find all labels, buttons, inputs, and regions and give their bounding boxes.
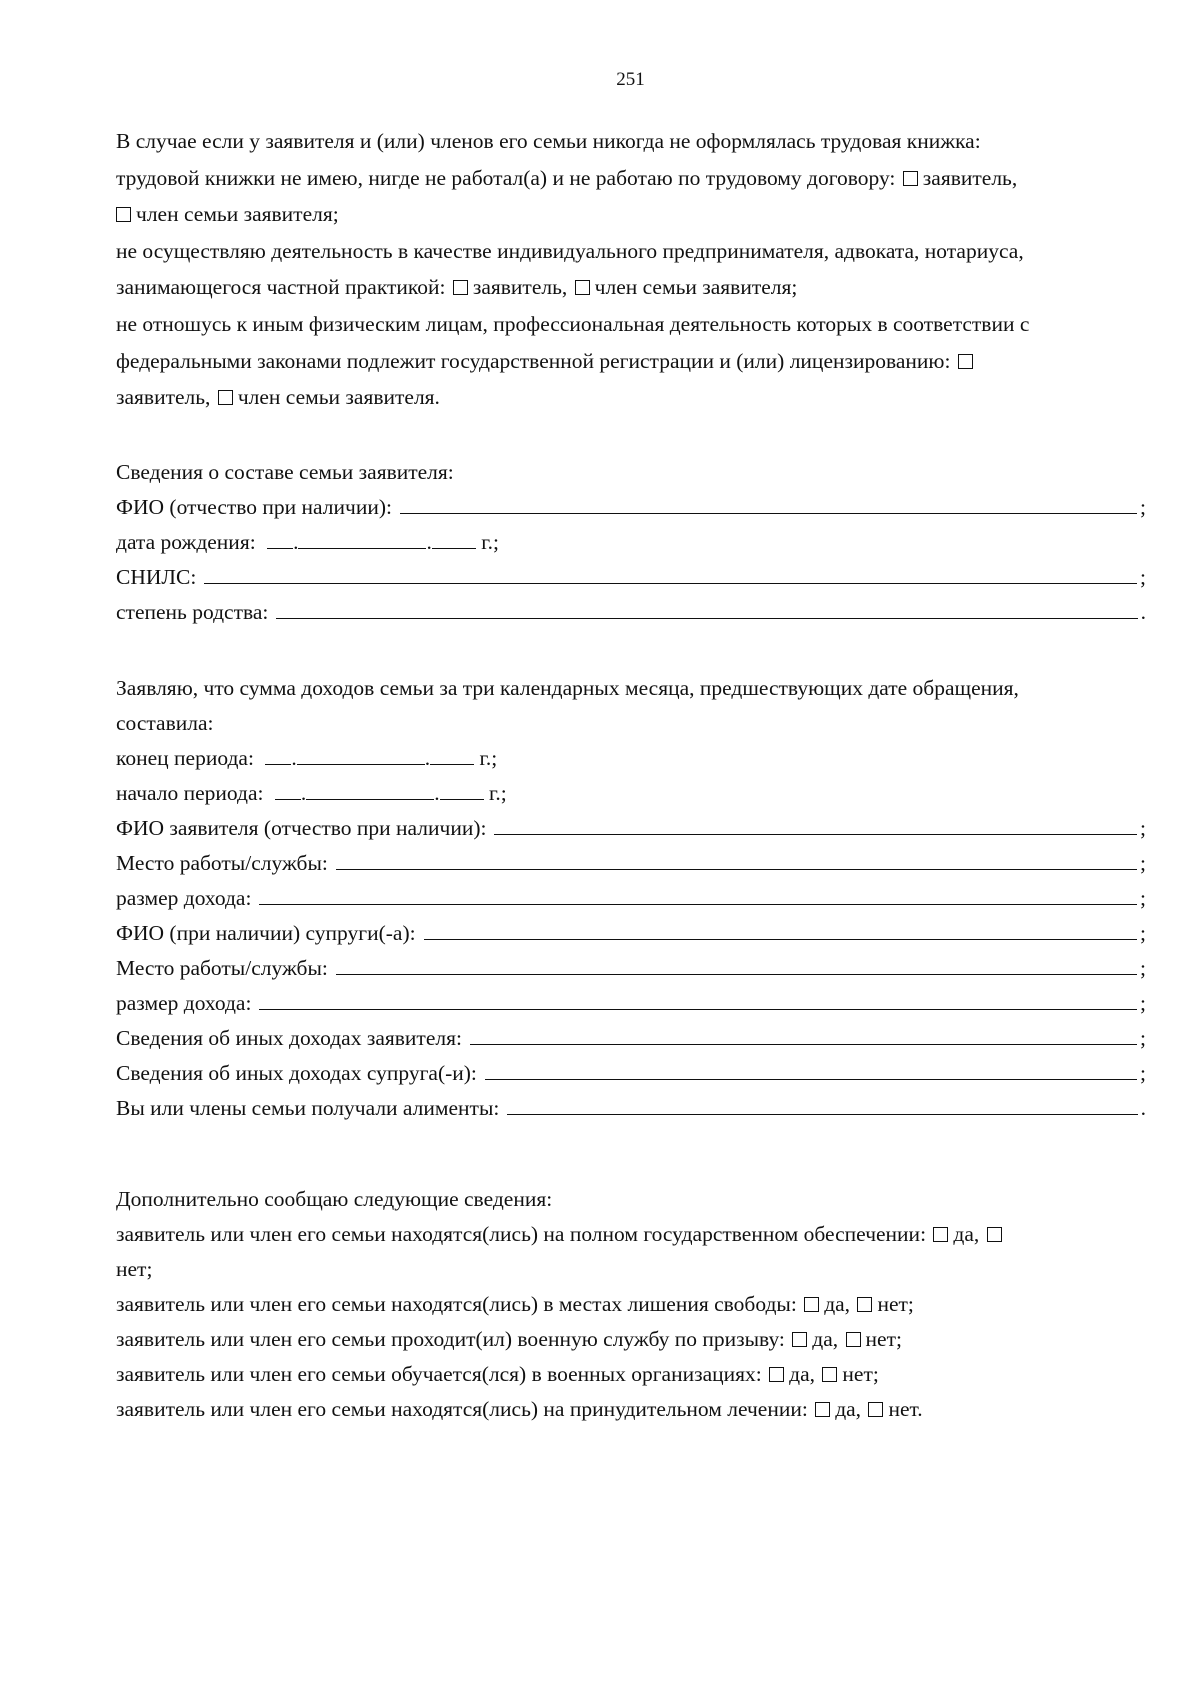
checkbox-prison-no[interactable] — [857, 1297, 872, 1312]
income-section — [116, 671, 1146, 1126]
applicant-fio-row: ФИО заявителя (отчество при наличии): ; — [116, 811, 1146, 846]
extra-q1-row: заявитель или член его семьи находятся(лись) на полном государственном обеспечении: да, — [116, 1217, 1146, 1252]
alimony-row: Вы или члены семьи получали алименты: . — [116, 1091, 1146, 1126]
family-birth-row: дата рождения: . . г.; — [116, 530, 499, 554]
birth-year-input[interactable] — [432, 528, 476, 549]
period-start-month-input[interactable] — [306, 779, 434, 800]
period-end-month-input[interactable] — [297, 744, 425, 765]
income-size-row: размер дохода: ; — [116, 881, 1146, 916]
family-fio-input[interactable] — [400, 491, 1137, 514]
spouse-income-size-input[interactable] — [259, 987, 1137, 1010]
spouse-fio-input[interactable] — [424, 917, 1137, 940]
checkbox-no-workbook-applicant[interactable] — [903, 171, 918, 186]
spouse-income-size-row: размер дохода: ; — [116, 986, 1146, 1021]
intro-section — [116, 123, 1146, 416]
checkbox-forced-treatment-yes[interactable] — [815, 1402, 830, 1417]
other-applicant-income-input[interactable] — [470, 1022, 1137, 1045]
income-line-1: Заявляю, что сумма доходов семьи за три календарных месяца, предшествующих дате обращения, — [116, 676, 1019, 700]
family-heading: Сведения о составе семьи заявителя: — [116, 460, 454, 484]
checkbox-military-study-no[interactable] — [822, 1367, 837, 1382]
period-end-row: конец периода: . . г.; — [116, 746, 498, 770]
workplace-input[interactable] — [336, 847, 1137, 870]
intro-line-7: федеральными законами подлежит государственной регистрации и (или) лицензированию: — [116, 343, 1146, 380]
birth-month-input[interactable] — [298, 528, 426, 549]
intro-line-5: занимающегося частной практикой: заявитель, член семьи заявителя; — [116, 275, 798, 300]
period-end-day-input[interactable] — [265, 744, 291, 765]
checkbox-no-workbook-family-member[interactable] — [116, 207, 131, 222]
relation-row: степень родства: . — [116, 595, 1146, 630]
other-spouse-income-input[interactable] — [485, 1057, 1137, 1080]
intro-line-6: не отношусь к иным физическим лицам, профессиональная деятельность которых в соответствии с — [116, 311, 1030, 336]
intro-line-1: В случае если у заявителя и (или) членов его семьи никогда не оформлялась трудовая книжка: — [116, 129, 981, 153]
checkbox-prison-yes[interactable] — [804, 1297, 819, 1312]
extra-heading: Дополнительно сообщаю следующие сведения: — [116, 1187, 553, 1211]
checkbox-military-study-yes[interactable] — [769, 1367, 784, 1382]
spouse-workplace-row: Место работы/службы: ; — [116, 951, 1146, 986]
checkbox-forced-treatment-no[interactable] — [868, 1402, 883, 1417]
checkbox-no-practice-family-member[interactable] — [575, 280, 590, 295]
checkbox-no-registration-applicant[interactable] — [958, 354, 973, 369]
birth-day-input[interactable] — [267, 528, 293, 549]
checkbox-state-support-no[interactable] — [987, 1227, 1002, 1242]
workplace-row: Место работы/службы: ; — [116, 846, 1146, 881]
extra-q2-row: заявитель или член его семьи находятся(лись) в местах лишения свободы: да, нет; — [116, 1292, 914, 1316]
relation-input[interactable] — [276, 596, 1137, 619]
extra-q4-row: заявитель или член его семьи обучается(лся) в военных организациях: да, нет; — [116, 1362, 879, 1386]
snils-input[interactable] — [204, 561, 1137, 584]
checkbox-no-practice-applicant[interactable] — [453, 280, 468, 295]
family-fio-row: ФИО (отчество при наличии): ; — [116, 490, 1146, 525]
extra-q5-row: заявитель или член его семьи находятся(лись) на принудительном лечении: да, нет. — [116, 1397, 923, 1421]
period-start-year-input[interactable] — [440, 779, 484, 800]
extra-q3-row: заявитель или член его семьи проходит(ил) военную службу по призыву: да, нет; — [116, 1327, 902, 1351]
income-line-2: составила: — [116, 711, 214, 735]
snils-row: СНИЛС: ; — [116, 560, 1146, 595]
intro-line-4: не осуществляю деятельность в качестве индивидуального предпринимателя, адвоката, нотариуса, — [116, 238, 1024, 263]
checkbox-state-support-yes[interactable] — [933, 1227, 948, 1242]
spouse-workplace-input[interactable] — [336, 952, 1137, 975]
applicant-fio-input[interactable] — [494, 812, 1137, 835]
checkbox-military-service-yes[interactable] — [792, 1332, 807, 1347]
other-spouse-income-row: Сведения об иных доходах супруга(-и): ; — [116, 1056, 1146, 1091]
intro-line-2: трудовой книжки не имею, нигде не работал(а) и не работаю по трудовому договору: заявитель, — [116, 165, 1018, 190]
extra-q1-continued: нет; — [116, 1257, 153, 1281]
page-number: 251 — [616, 69, 645, 90]
extra-section — [116, 1182, 1146, 1427]
intro-line-8: заявитель, член семьи заявителя. — [116, 385, 440, 410]
income-size-input[interactable] — [259, 882, 1137, 905]
checkbox-military-service-no[interactable] — [846, 1332, 861, 1347]
checkbox-no-registration-family-member[interactable] — [218, 390, 233, 405]
period-end-year-input[interactable] — [430, 744, 474, 765]
spouse-fio-row: ФИО (при наличии) супруги(-а): ; — [116, 916, 1146, 951]
intro-line-3: член семьи заявителя; — [116, 196, 1146, 233]
period-start-row: начало периода: . . г.; — [116, 781, 507, 805]
family-section — [116, 455, 1146, 630]
other-applicant-income-row: Сведения об иных доходах заявителя: ; — [116, 1021, 1146, 1056]
alimony-input[interactable] — [507, 1092, 1137, 1115]
period-start-day-input[interactable] — [275, 779, 301, 800]
